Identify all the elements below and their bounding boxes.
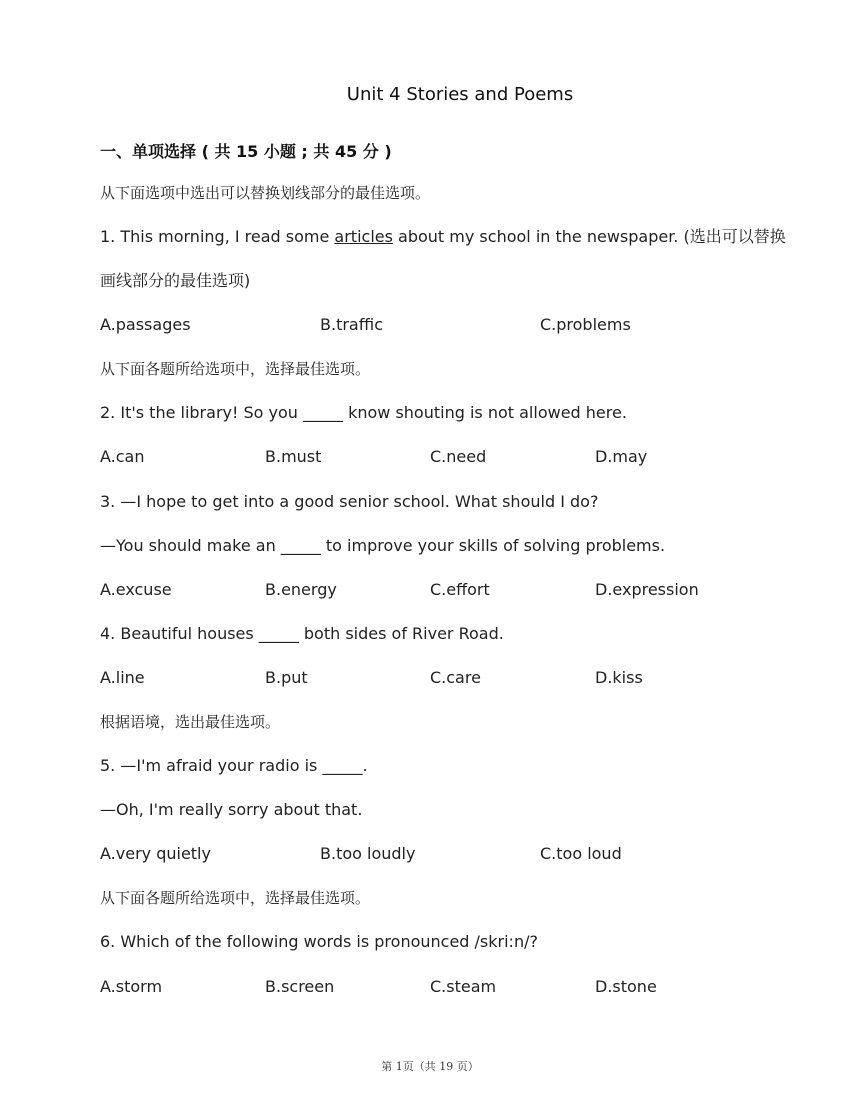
question-6: 6. Which of the following words is pronounced /skri:n/? — [100, 932, 538, 951]
option-a: A.passages — [100, 315, 191, 334]
instruction-4: 从下面各题所给选项中，选择最佳选项。 — [100, 889, 371, 907]
option-a: A.storm — [100, 977, 163, 996]
question-5-options — [100, 842, 760, 866]
question-1-text-pre: 1. This morning, I read some — [100, 227, 335, 246]
option-d: D.may — [595, 447, 648, 466]
question-1-continued: 画线部分的最佳选项) — [100, 271, 251, 290]
option-b: B.screen — [265, 977, 335, 996]
question-2: 2. It's the library! So you _____ know shouting is not allowed here. — [100, 403, 627, 422]
section-heading: 一、单项选择 ( 共 15 小题 ; 共 45 分 ) — [100, 142, 392, 161]
question-5-line-2: —Oh, I'm really sorry about that. — [100, 800, 363, 819]
question-1-options — [100, 313, 760, 337]
option-a: A.can — [100, 447, 145, 466]
option-a: A.line — [100, 668, 145, 687]
option-b: B.traffic — [320, 315, 383, 334]
option-b: B.must — [265, 447, 322, 466]
question-4-options — [100, 666, 760, 690]
question-1 — [100, 225, 786, 249]
question-3-options — [100, 578, 760, 602]
question-2-options — [100, 445, 760, 469]
question-3-line-1: 3. —I hope to get into a good senior school. What should I do? — [100, 492, 599, 511]
option-d: D.stone — [595, 977, 657, 996]
option-c: C.need — [430, 447, 487, 466]
document-title: Unit 4 Stories and Poems — [346, 84, 574, 105]
option-a: A.very quietly — [100, 844, 211, 863]
option-b: B.energy — [265, 580, 337, 599]
option-b: B.put — [265, 668, 308, 687]
option-d: D.kiss — [595, 668, 643, 687]
instruction-2: 从下面各题所给选项中，选择最佳选项。 — [100, 360, 371, 378]
question-1-underlined-word: articles — [334, 227, 393, 246]
question-4: 4. Beautiful houses _____ both sides of River Road. — [100, 624, 504, 643]
option-a: A.excuse — [100, 580, 172, 599]
question-1-text-post: about my school in the newspaper. (选出可以替换 — [392, 227, 786, 246]
option-c: C.care — [430, 668, 481, 687]
option-c: C.steam — [430, 977, 497, 996]
option-c: C.effort — [430, 580, 490, 599]
instruction-3: 根据语境，选出最佳选项。 — [100, 713, 281, 731]
page-footer: 第 1页（共 19 页） — [381, 1060, 479, 1073]
option-d: D.expression — [595, 580, 699, 599]
question-5-line-1: 5. —I'm afraid your radio is _____. — [100, 756, 368, 775]
question-6-options — [100, 975, 760, 999]
option-b: B.too loudly — [320, 844, 416, 863]
instruction-1: 从下面选项中选出可以替换划线部分的最佳选项。 — [100, 184, 431, 202]
option-c: C.too loud — [540, 844, 622, 863]
question-3-line-2: —You should make an _____ to improve your skills of solving problems. — [100, 536, 666, 555]
option-c: C.problems — [540, 315, 631, 334]
